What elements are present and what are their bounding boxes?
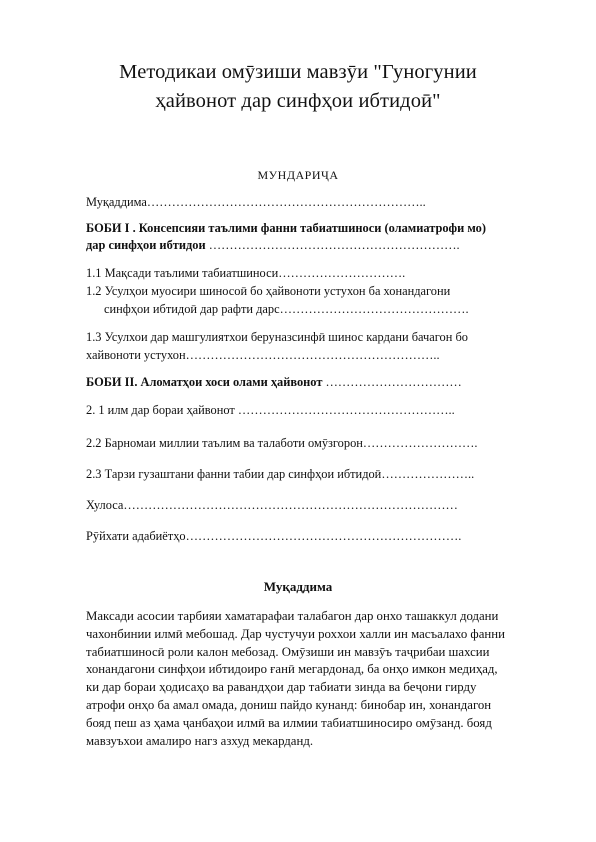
paragraph-line: ки дар бораи ҳодисаҳо ва равандҳои дар табиати зинда ва беҷони гирду [86,680,477,695]
paragraph-line: хонандагони синфҳои ибтидоиро ғанӣ мегардонад, ба онҳо имкон медиҳад, [86,662,498,677]
toc-entry-bibliography: Рӯйхати адабиётҳо…………………………………………………………. [86,529,462,543]
toc-entry-chapter1-line2 [86,237,460,254]
toc-entry-chapter2 [86,374,462,391]
toc-entry-1-1: 1.1 Мақсади таълими табиатшиноси…………………………. [86,266,406,280]
toc-entry-2-2: 2.2 Барномаи миллии таълим ва талаботи омӯзгорон………………………. [86,436,478,450]
paragraph-line: атрофи онҳо ба амал омада, дониш пайдо кунанд: бинобар ин, хонандагон [86,697,492,712]
toc-chapter1-title-end: дар синфҳои ибтидои [86,238,206,252]
toc-entry-conclusion: Хулоса……………………………………………………………………… [86,498,458,512]
toc-chapter1-dots: ……………………………………………………. [205,238,460,252]
intro-heading: Муқаддима [263,579,333,594]
paragraph-line: табиатшиносӣ роли калон мебозад. Омӯзиши ин мавзӯъ таҷрибаи шахсии [86,644,490,659]
toc-chapter2-dots: …………………………… [322,375,462,389]
paragraph-line: бояд пеш аз ҳама ҷанбаҳои илмӣ ва илмии табиатшиносиро омӯзанд. бояд [86,715,492,730]
toc-entry-1-3-line2: хайвоноти устухон…………………………………………………….. [86,348,440,362]
title-line-2: ҳайвонот дар синфҳои ибтидоӣ" [155,90,441,112]
toc-entry-intro: Муқаддима………………………………………………………….. [86,195,426,209]
toc-entry-2-3: 2.3 Тарзи гузаштани фанни табии дар синфҳои ибтидоӣ………………….. [86,467,475,481]
title-line-1: Методикаи омӯзиши мавзӯи "Гуногунии [119,61,477,83]
toc-entry-chapter1-line1: БОБИ I . Консепсияи таълими фанни табиатшиноси (оламиатрофи мо) [86,221,486,235]
toc-entry-2-1: 2. 1 илм дар бораи ҳайвонот …………………………………………….. [86,403,455,417]
toc-entry-1-2-line2: синфҳои ибтидоӣ дар рафти дарс………………………………………. [104,302,469,316]
toc-chapter2-title: БОБИ II. Аломатҳои хоси олами ҳайвонот [86,375,323,389]
paragraph-line: Максади асосии тарбияи хаматарафаи талабагон дар онхо ташаккул додани [86,609,499,623]
paragraph-line: мавзуъхои амалиро нагз азхуд мекарданд. [86,733,314,748]
toc-entry-1-2-line1: 1.2 Усулҳои муосири шиносоӣ бо ҳайвоноти устухон ба хонандагони [86,284,451,298]
document-title [60,58,536,116]
toc-heading: МУНДАРИҶА [257,168,339,182]
toc-entry-1-3-line1: 1.3 Усулхои дар машгулиятхои беруназсинфӣ шинос кардани бачагон бо [86,330,468,344]
paragraph-line: чахонбинии илмӣ мебошад. Дар чустучуи роххои халли ин масъалахо фанни [86,626,505,641]
intro-paragraph [86,608,546,750]
